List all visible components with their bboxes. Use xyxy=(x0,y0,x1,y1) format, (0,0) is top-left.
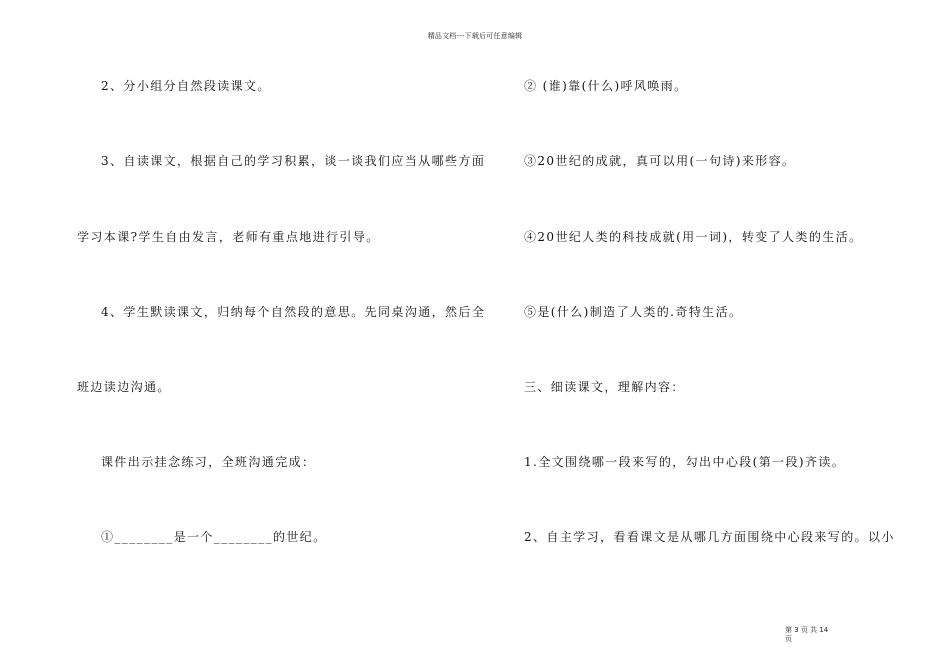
right-paragraph-line: ④20世纪人类的科技成就(用一词)，转变了人类的生活。 xyxy=(524,230,863,244)
right-paragraph-line: 2、自主学习，看看课文是从哪几方面围绕中心段来写的。以小 xyxy=(524,530,895,544)
left-paragraph-line: 2、分小组分自然段读课文。 xyxy=(101,79,271,93)
right-paragraph-line: 三、细读课文，理解内容： xyxy=(524,380,685,394)
left-paragraph-line: 班边读边沟通。 xyxy=(77,380,171,394)
right-paragraph-line: ② (谁)靠(什么)呼风唤雨。 xyxy=(524,79,688,93)
left-paragraph-line: 4、学生默读课文，归纳每个自然段的意思。先同桌沟通，然后全 xyxy=(101,305,486,319)
page-number xyxy=(785,626,845,644)
page-header: 精品文档---下载后可任意编辑 xyxy=(427,32,523,40)
right-paragraph-line: ⑤是(什么)制造了人类的.奇特生活。 xyxy=(524,305,743,319)
left-paragraph-line: 3、自读课文，根据自己的学习积累，谈一谈我们应当从哪些方面 xyxy=(101,154,486,168)
left-paragraph-line: 学习本课?学生自由发言，老师有重点地进行引导。 xyxy=(77,230,380,244)
left-paragraph-line: ①________是一个________的世纪。 xyxy=(101,530,327,544)
page-number-line: 页 xyxy=(785,635,792,643)
left-paragraph-line: 课件出示挂念练习，全班沟通完成： xyxy=(101,455,316,469)
right-paragraph-line: 1.全文围绕哪一段来写的，勾出中心段(第一段)齐读。 xyxy=(524,455,846,469)
right-paragraph-line: ③20世纪的成就，真可以用(一句诗)来形容。 xyxy=(524,154,796,168)
page-number-line: 第 3 页 共 14 xyxy=(785,626,829,634)
